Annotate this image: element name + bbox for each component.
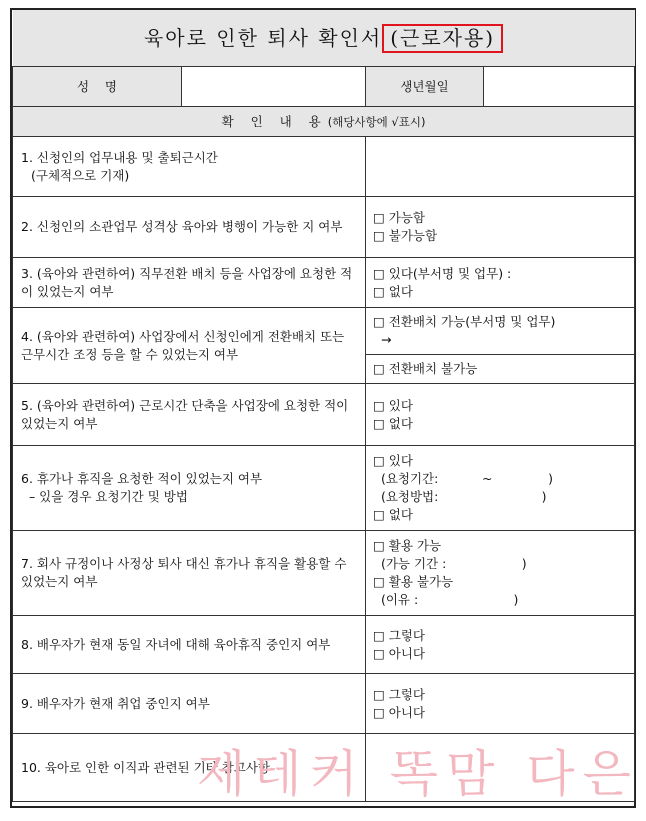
answer-4a: [366, 308, 635, 355]
name-field[interactable]: [182, 67, 366, 107]
option-yes[interactable]: □ 있다: [373, 397, 413, 413]
answer-7: [366, 531, 635, 616]
question-6-text: 6. 휴가나 휴직을 요청한 적이 있었는지 여부: [21, 471, 263, 486]
answer-6: [366, 446, 635, 531]
request-period: (요청기간: ~ ): [373, 471, 554, 486]
answer-8: [366, 616, 635, 674]
option-possible[interactable]: □ 가능함: [373, 210, 426, 225]
answer-1[interactable]: [366, 137, 635, 197]
option-yes-department[interactable]: □ 있다(부서명 및 업무) :: [373, 265, 512, 281]
answer-9: [366, 674, 635, 734]
name-label: 성 명: [13, 67, 182, 107]
question-1: [13, 137, 366, 197]
section-note: (해당사항에 √표시): [327, 114, 426, 129]
option-yes[interactable]: □ 있다: [373, 453, 413, 468]
birth-label: 생년월일: [366, 67, 484, 107]
watermark-text: 제테커 똑맘 다은: [197, 745, 639, 803]
option-no[interactable]: □ 없다: [373, 415, 413, 431]
question-9: 9. 배우자가 현재 취업 중인지 여부: [13, 674, 366, 734]
question-6-sub: – 있을 경우 요청기간 및 방법: [21, 489, 188, 504]
answer-3: [366, 258, 635, 308]
birth-field[interactable]: [484, 67, 635, 107]
usable-period: (가능 기간 : ): [373, 556, 527, 571]
question-2: 2. 신청인의 소관업무 성격상 육아와 병행이 가능한 지 여부: [13, 197, 366, 258]
question-7: 7. 회사 규정이나 사정상 퇴사 대신 휴가나 휴직을 활용할 수 있었는지 여부: [13, 531, 366, 616]
question-3: 3. (육아와 관련하여) 직무전환 배치 등을 사업장에 요청한 적이 있었는지 여부: [13, 258, 366, 308]
answer-4b: [366, 355, 635, 384]
option-no[interactable]: □ 아니다: [373, 645, 426, 661]
option-transfer-impossible[interactable]: □ 전환배치 불가능: [373, 361, 478, 376]
question-8: 8. 배우자가 현재 동일 자녀에 대해 육아휴직 중인지 여부: [13, 616, 366, 674]
option-usable[interactable]: □ 활용 가능: [373, 538, 442, 553]
form-frame: [10, 8, 636, 808]
title-highlight: (근로자용): [382, 24, 503, 53]
answer-5: [366, 384, 635, 446]
option-no[interactable]: □ 아니다: [373, 704, 426, 720]
question-1-sub: (구체적으로 기재): [31, 167, 130, 183]
question-6: [13, 446, 366, 531]
option-no[interactable]: □ 없다: [373, 507, 413, 522]
option-no[interactable]: □ 없다: [373, 283, 413, 299]
option-yes[interactable]: □ 그렇다: [373, 686, 426, 702]
option-impossible[interactable]: □ 불가능함: [373, 228, 438, 243]
form-title: [13, 10, 635, 67]
unusable-reason: (이유 : ): [373, 592, 519, 607]
section-header: [13, 107, 635, 137]
question-1-text: 1. 신청인의 업무내용 및 출퇴근시간: [21, 149, 218, 165]
request-method: (요청방법: ): [373, 489, 547, 504]
question-5: 5. (육아와 관련하여) 근로시간 단축을 사업장에 요청한 적이 있었는지 여부: [13, 384, 366, 446]
form-table: [12, 10, 635, 802]
title-main: 육아로 인한 퇴사 확인서: [143, 26, 383, 50]
question-10: 10. 육아로 인한 이직과 관련된 기타 참고사항: [13, 734, 366, 802]
answer-2: [366, 197, 635, 258]
option-yes[interactable]: □ 그렇다: [373, 627, 426, 643]
section-label: 확 인 내 용: [221, 113, 324, 129]
option-transfer-possible[interactable]: □ 전환배치 가능(부서명 및 업무): [373, 314, 556, 329]
option-unusable[interactable]: □ 활용 불가능: [373, 574, 454, 589]
question-4: 4. (육아와 관련하여) 사업장에서 신청인에게 전환배치 또는 근무시간 조정 등을 할 수 있었는지 여부: [13, 308, 366, 384]
arrow-text: →: [373, 332, 392, 347]
